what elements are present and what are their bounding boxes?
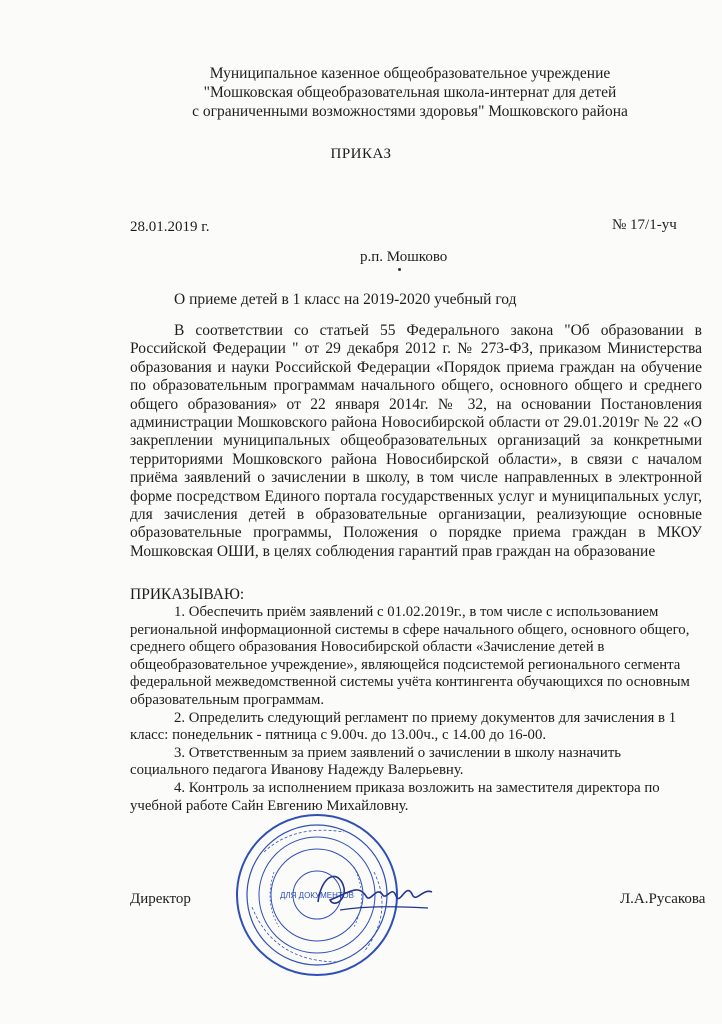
document-date: 28.01.2019 г.: [130, 219, 210, 235]
header-line-3: с ограниченными возможностями здоровья" Мошковского района: [192, 103, 628, 120]
handwritten-signature-icon: [310, 862, 440, 922]
signatory-role: Директор: [130, 891, 191, 907]
header-line-1: Муниципальное казенное общеобразовательное учреждение: [209, 65, 611, 82]
signatory-name: Л.А.Русакова: [620, 891, 706, 907]
header-line-2: "Мошковская общеобразовательная школа-интернат для детей: [203, 84, 617, 101]
order-items: [130, 604, 702, 815]
organization-header: [130, 64, 690, 121]
document-place: р.п. Мошково: [360, 249, 448, 265]
seal-center-text: ДЛЯ ДОКУМЕНТОВ: [279, 891, 355, 900]
document-number: № 17/1-уч: [612, 217, 677, 233]
ink-dot: [398, 268, 401, 271]
order-item-2: 2. Определить следующий регламент по приему документов для зачисления в 1 класс: понедельник - пятница с 9.00ч. до 13.00ч., с 14.00 до 16-00.: [130, 709, 677, 744]
document-title: ПРИКАЗ: [330, 146, 392, 162]
order-word: ПРИКАЗЫВАЮ:: [130, 586, 245, 603]
preamble-paragraph: [130, 322, 702, 561]
order-item-3: 3. Ответственным за прием заявлений о зачислении в школу назначить социального педагога Иванову Надежду Валерьевну.: [130, 744, 622, 779]
order-item-4: 4. Контроль за исполнением приказа возложить на заместителя директора по учебной работе Сайн Евгению Михайловну.: [130, 779, 660, 814]
document-subject: О приеме детей в 1 класс на 2019-2020 учебный год: [174, 291, 517, 308]
order-item-1: 1. Обеспечить приём заявлений с 01.02.2019г., в том числе с использованием региональной информационной системы в сфере начального общего, основного общего, среднего общего образования Новосибирской области «Зачисление детей в общеобразовательное учреждение», являющейся подсистемой регионального сегмента федеральной межведомственной системы учёта контингента обучающихся по основным образовательным программам.: [130, 604, 690, 708]
preamble-text: В соответствии со статьей 55 Федерального закона "Об образовании в Российской Федерации " от 29 декабря 2012 г. № 273-ФЗ, приказом Министерства образования и науки Российской Федерации «Порядок приема граждан на обучение по образовательным программам начального общего, основного общего и среднего общего образования» от 22 января 2014г. № 32, на основании Постановления администрации Мошковского района Новосибирской области от 29.01.2019г № 22 «О закреплении муниципальных общеобразовательных организаций за конкретными территориями Мошковского района Новосибирской области», в связи с началом приёма заявлений о зачислении в школу, в том числе направленных в электронной форме посредством Единого портала государственных услуг и муниципальных услуг, для зачисления детей в образовательные организации, реализующие основные образовательные программы, Положения о порядке приема граждан в МКОУ Мошковская ОШИ, в целях соблюдения гарантий прав граждан на образование: [130, 322, 702, 560]
